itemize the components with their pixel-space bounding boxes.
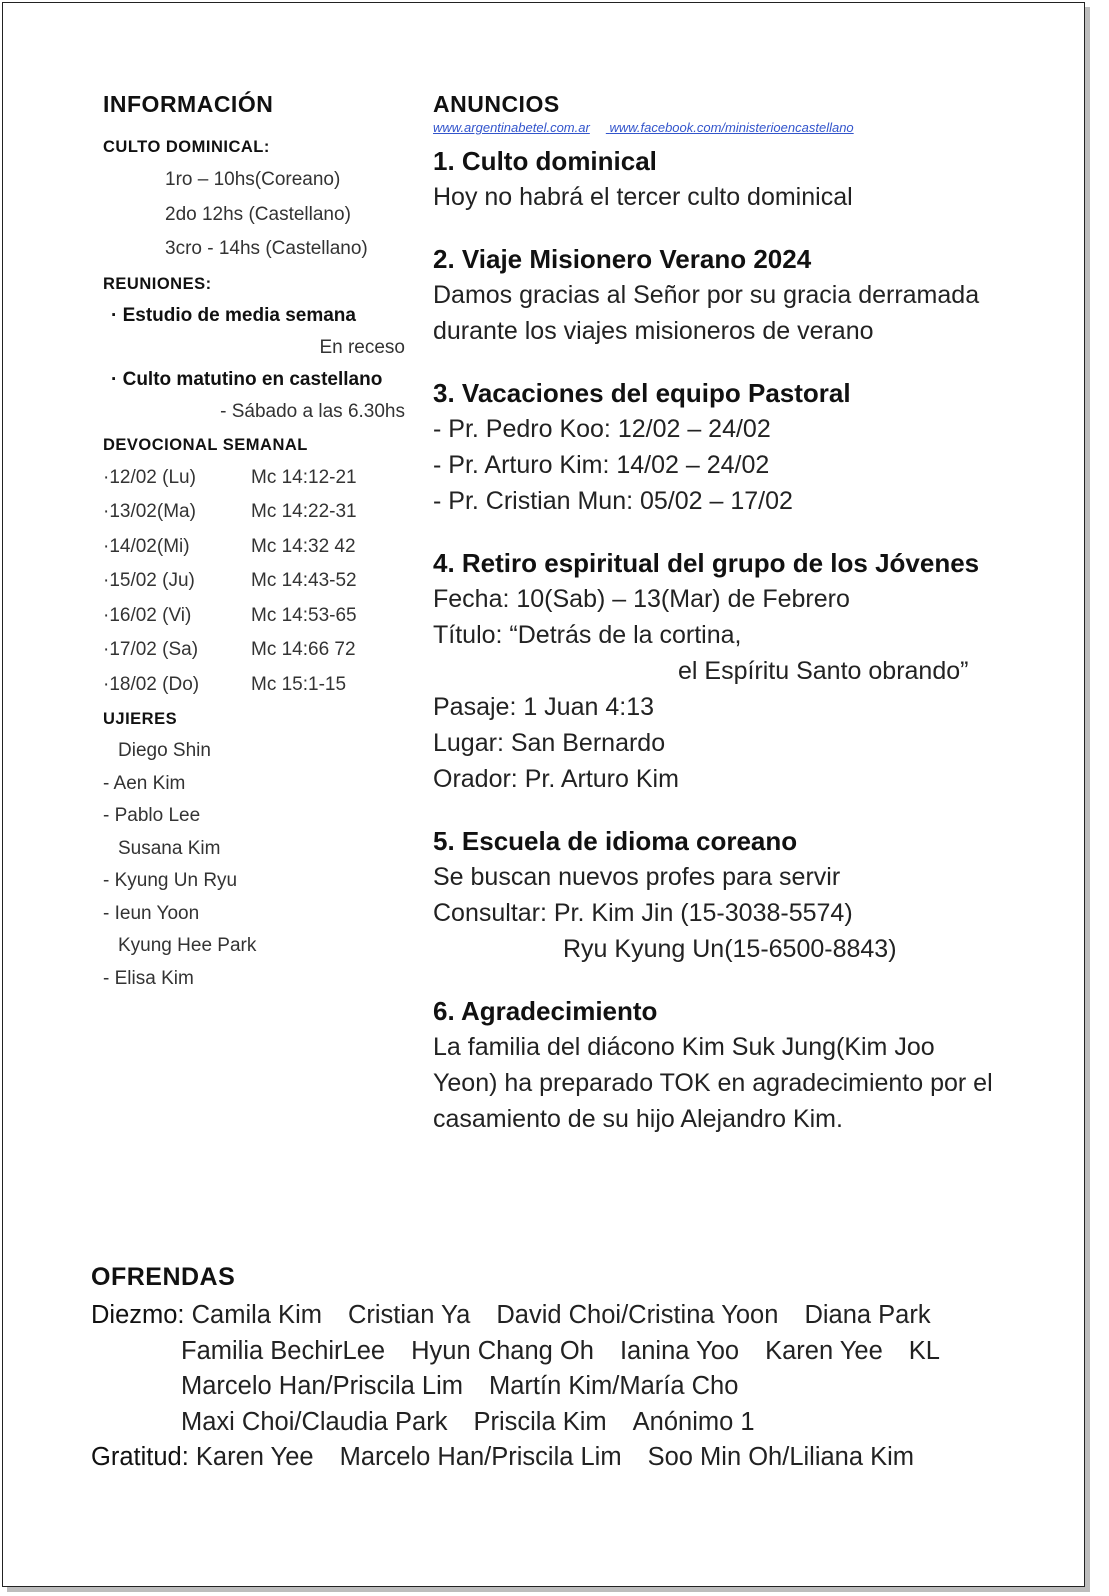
announcement-item	[433, 545, 1063, 797]
meeting-detail: En receso	[319, 336, 405, 358]
announcements-title: ANUNCIOS	[433, 91, 560, 117]
donor-name: Anónimo 1	[632, 1407, 755, 1436]
donor-name: Martín Kim/María Cho	[489, 1372, 739, 1400]
announcement-title: 1. Culto dominical	[433, 146, 657, 176]
announcement-line: Lugar: San Bernardo	[433, 729, 666, 757]
devotional-row	[103, 564, 413, 599]
announcement-line: Orador: Pr. Arturo Kim	[433, 765, 679, 793]
donor-name: Familia BechirLee	[181, 1336, 386, 1365]
announcement-list	[433, 143, 1063, 1137]
info-title: INFORMACIÓN	[103, 91, 274, 117]
announcement-line: - Pr. Cristian Mun: 05/02 – 17/02	[433, 487, 793, 515]
donor-name: Hyun Chang Oh	[411, 1336, 594, 1365]
announcement-line: Se buscan nuevos profes para servir	[433, 863, 841, 891]
devotional-passage: Mc 15:1-15	[251, 673, 347, 695]
devotional-row	[103, 633, 413, 668]
announcement-line: Ryu Kyung Un(15-6500-8843)	[563, 935, 897, 963]
ofrendas-body	[91, 1298, 1071, 1476]
devotional-list	[103, 461, 413, 703]
diezmo-line	[91, 1334, 1071, 1370]
links-row	[433, 120, 1063, 135]
info-column	[103, 91, 413, 995]
announcement-item	[433, 241, 1063, 349]
announcement-line: Fecha: 10(Sab) – 13(Mar) de Febrero	[433, 585, 850, 613]
meetings-list	[103, 300, 413, 428]
facebook-link[interactable]: www.facebook.com/ministerioencastellano	[609, 120, 854, 135]
ushers-list	[103, 735, 413, 995]
ofrendas-section	[91, 1263, 1071, 1476]
devocional-label: DEVOCIONAL SEMANAL	[103, 435, 308, 454]
meeting-detail: - Sábado a las 6.30hs	[220, 400, 405, 422]
gratitud-label: Gratitud:	[91, 1443, 189, 1471]
ofrendas-title: OFRENDAS	[91, 1263, 236, 1291]
donor-name: Soo Min Oh/Liliana Kim	[647, 1443, 915, 1471]
announcement-item	[433, 993, 1063, 1137]
devotional-date: ·12/02 (Lu)	[103, 466, 196, 488]
service-item: 2do 12hs (Castellano)	[165, 203, 351, 225]
announcement-item	[433, 375, 1063, 519]
devotional-row	[103, 495, 413, 530]
bulletin-page	[2, 2, 1085, 1587]
devotional-date: ·13/02(Ma)	[103, 501, 196, 522]
devotional-passage: Mc 14:53-65	[251, 604, 357, 626]
announcement-line: Damos gracias al Señor por su gracia derramada	[433, 281, 980, 309]
services-list	[103, 163, 413, 267]
donor-name: Cristian Ya	[347, 1301, 471, 1329]
announcement-title: 4. Retiro espiritual del grupo de los Jóvenes	[433, 548, 980, 578]
announcement-line: Consultar: Pr. Kim Jin (15-3038-5574)	[433, 899, 853, 927]
announcement-line: durante los viajes misioneros de verano	[433, 317, 874, 345]
announcement-item	[433, 823, 1063, 967]
announcement-item	[433, 143, 1063, 215]
donor-name: Karen Yee	[765, 1336, 883, 1365]
announcement-title: 3. Vacaciones del equipo Pastoral	[433, 378, 851, 408]
meeting-title: · Culto matutino en castellano	[111, 368, 383, 390]
announcement-line: La familia del diácono Kim Suk Jung(Kim Joo	[433, 1033, 935, 1061]
service-item: 1ro – 10hs(Coreano)	[165, 169, 341, 190]
devotional-date: ·14/02(Mi)	[103, 535, 190, 557]
gratitud-line	[91, 1440, 1071, 1476]
announcement-line: - Pr. Arturo Kim: 14/02 – 24/02	[433, 451, 770, 479]
devotional-passage: Mc 14:66 72	[251, 639, 356, 660]
meeting-title: · Estudio de media semana	[111, 304, 356, 326]
announcement-line: Pasaje: 1 Juan 4:13	[433, 693, 654, 721]
usher-name: Diego Shin	[118, 740, 211, 761]
announcements-column	[433, 91, 1063, 1137]
donor-name: Maxi Choi/Claudia Park	[181, 1407, 448, 1436]
service-item: 3cro - 14hs (Castellano)	[165, 238, 368, 259]
devotional-row	[103, 461, 413, 496]
devotional-date: ·18/02 (Do)	[103, 673, 200, 695]
donor-name: Karen Yee	[195, 1443, 314, 1471]
donor-name: Ianina Yoo	[619, 1336, 740, 1365]
devotional-passage: Mc 14:32 42	[251, 535, 356, 557]
donor-name: Camila Kim	[191, 1301, 322, 1329]
diezmo-line	[91, 1298, 1071, 1334]
announcement-line: Yeon) ha preparado TOK en agradecimiento por el	[433, 1069, 993, 1097]
donor-name: Priscila Kim	[473, 1407, 607, 1436]
donor-name: KL	[908, 1336, 940, 1365]
reuniones-label: REUNIONES:	[103, 274, 212, 293]
announcement-line: casamiento de su hijo Alejandro Kim.	[433, 1105, 843, 1133]
donor-name: Diana Park	[804, 1301, 931, 1329]
devotional-passage: Mc 14:12-21	[251, 466, 357, 488]
devotional-row	[103, 599, 413, 634]
announcement-line: el Espíritu Santo obrando”	[678, 657, 969, 685]
devotional-row	[103, 668, 413, 703]
website-link[interactable]: www.argentinabetel.com.ar	[433, 120, 590, 135]
usher-name: - Kyung Un Ryu	[103, 870, 238, 891]
diezmo-label: Diezmo:	[91, 1301, 185, 1329]
usher-name: - Elisa Kim	[103, 967, 194, 989]
devotional-passage: Mc 14:22-31	[251, 501, 357, 522]
announcement-line: - Pr. Pedro Koo: 12/02 – 24/02	[433, 415, 771, 443]
culto-label: CULTO DOMINICAL:	[103, 138, 270, 156]
usher-name: - Pablo Lee	[103, 805, 201, 826]
usher-name: Susana Kim	[118, 837, 221, 859]
announcement-title: 5. Escuela de idioma coreano	[433, 826, 798, 856]
diezmo-line	[91, 1369, 1071, 1405]
announcement-title: 6. Agradecimiento	[433, 996, 658, 1026]
usher-name: - Aen Kim	[103, 772, 186, 794]
usher-name: - Ieun Yoon	[103, 902, 200, 924]
announcement-title: 2. Viaje Misionero Verano 2024	[433, 244, 812, 274]
announcement-line: Hoy no habrá el tercer culto dominical	[433, 183, 853, 211]
diezmo-line	[91, 1405, 1071, 1441]
donor-name: Marcelo Han/Priscila Lim	[181, 1372, 463, 1400]
donor-name: Marcelo Han/Priscila Lim	[339, 1443, 622, 1471]
devotional-date: ·15/02 (Ju)	[103, 570, 195, 591]
donor-name: David Choi/Cristina Yoon	[496, 1301, 779, 1329]
announcement-line: Título: “Detrás de la cortina,	[433, 621, 742, 649]
ujieres-label: UJIERES	[103, 710, 178, 728]
devotional-row	[103, 530, 413, 565]
devotional-date: ·17/02 (Sa)	[103, 639, 199, 660]
usher-name: Kyung Hee Park	[118, 935, 257, 956]
devotional-date: ·16/02 (Vi)	[103, 604, 192, 626]
devotional-passage: Mc 14:43-52	[251, 570, 357, 591]
